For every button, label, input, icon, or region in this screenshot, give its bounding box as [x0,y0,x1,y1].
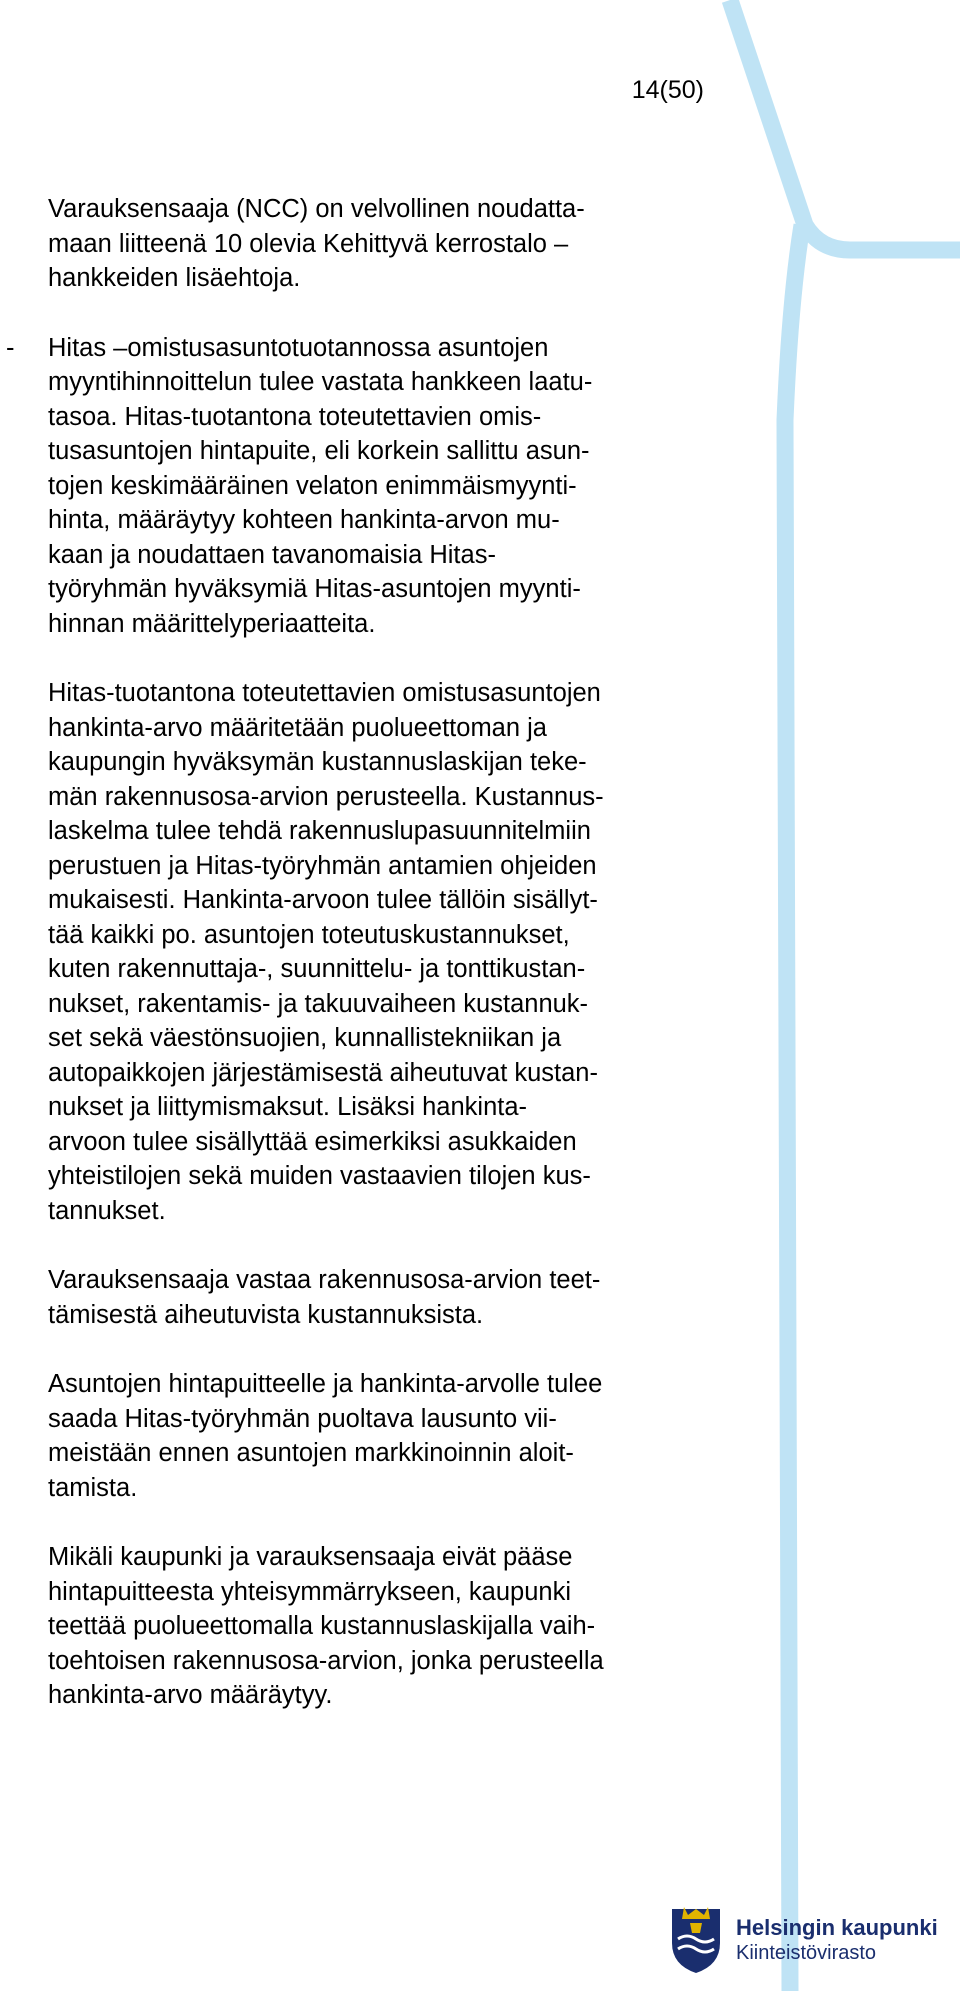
page-number: 14(50) [631,76,704,104]
logo-text [736,1915,938,1965]
text-line: kuten rakennuttaja-, suunnittelu- ja tonttikustan- [48,955,586,983]
text-line: Hitas –omistusasuntotuotannossa asuntojen [48,333,549,362]
text-line: hinta, määräytyy kohteen hankinta-arvon mu- [48,506,560,534]
paragraph-hitas-statement [48,1367,708,1505]
text-line: hankinta-arvo määritetään puolueettoman ja [48,713,547,742]
text-line: hinnan määrittelyperiaatteita. [48,609,376,638]
text-line: tusasuntojen hintapuite, eli korkein sallittu asun- [48,437,590,465]
text-line: tämisestä aiheutuvista kustannuksista. [48,1300,484,1329]
text-line: nukset ja liittymismaksut. Lisäksi hankinta- [48,1093,528,1121]
text-line: myyntihinnoittelun tulee vastata hankkeen laatu- [48,368,593,396]
paragraph-ncc-obligation [48,192,708,296]
text-line: tannukset. [48,1196,166,1225]
paragraph-cost-responsibility [48,1263,708,1332]
text-line: tamista. [48,1473,138,1502]
document-body [6,192,708,1748]
text-line: hintapuitteesta yhteisymmärrykseen, kaupunki [48,1577,572,1606]
paragraph-disagreement [48,1540,708,1713]
helsinki-logo [668,1905,938,1975]
text-line: tää kaikki po. asuntojen toteutuskustannukset, [48,920,570,949]
text-line: saada Hitas-työryhmän puoltava lausunto vii- [48,1404,557,1433]
helsinki-crest-icon [668,1905,724,1975]
paragraph-acquisition-value [48,676,708,1228]
logo-city-name: Helsingin kaupunki [736,1915,938,1940]
text-line: set sekä väestönsuojien, kunnallistekniikan ja [48,1024,562,1052]
text-line: tasoa. Hitas-tuotantona toteutettavien omis- [48,402,542,431]
text-line: työryhmän hyväksymiä Hitas-asuntojen myynti- [48,575,581,603]
text-line: mukaisesti. Hankinta-arvoon tulee tällöin sisällyt- [48,886,598,914]
bullet-paragraph-hitas-pricing [6,331,708,642]
logo-department: Kiinteistövirasto [736,1942,877,1964]
text-line: Asuntojen hintapuitteelle ja hankinta-arvolle tulee [48,1370,603,1398]
text-line: kaupungin hyväksymän kustannuslaskijan teke- [48,748,587,776]
text-line: tojen keskimääräinen velaton enimmäismyynti- [48,471,577,500]
text-line: arvoon tulee sisällyttää esimerkiksi asukkaiden [48,1127,577,1156]
text-line: Hitas-tuotantona toteutettavien omistusasuntojen [48,679,601,707]
decorative-line-path [730,0,960,250]
text-line: Varauksensaaja (NCC) on velvollinen noudatta- [48,195,585,223]
text-line: nukset, rakentamis- ja takuuvaiheen kustannuk- [48,989,589,1018]
text-line: autopaikkojen järjestämisestä aiheutuvat kustan- [48,1058,598,1087]
text-line: hankinta-arvo määräytyy. [48,1681,333,1709]
text-line: toehtoisen rakennusosa-arvion, jonka perusteella [48,1646,604,1675]
text-line: yhteistilojen sekä muiden vastaavien tilojen kus- [48,1162,591,1190]
text-line: meistään ennen asuntojen markkinoinnin aloit- [48,1439,574,1467]
text-line: teettää puolueettomalla kustannuslaskijalla vaih- [48,1612,596,1640]
text-line: Mikäli kaupunki ja varauksensaaja eivät pääse [48,1543,573,1571]
bullet-dash: - [6,333,15,362]
text-line: Varauksensaaja vastaa rakennusosa-arvion teet- [48,1266,601,1294]
text-line: kaan ja noudattaen tavanomaisia Hitas- [48,540,496,569]
text-line: maan liitteenä 10 olevia Kehittyvä kerrostalo – [48,229,569,258]
decorative-line-path-lower [785,225,802,1991]
text-line: perustuen ja Hitas-työryhmän antamien ohjeiden [48,851,597,880]
text-line: män rakennusosa-arvion perusteella. Kustannus- [48,782,604,811]
text-line: hankkeiden lisäehtoja. [48,264,301,292]
text-line: laskelma tulee tehdä rakennuslupasuunnitelmiin [48,817,591,845]
